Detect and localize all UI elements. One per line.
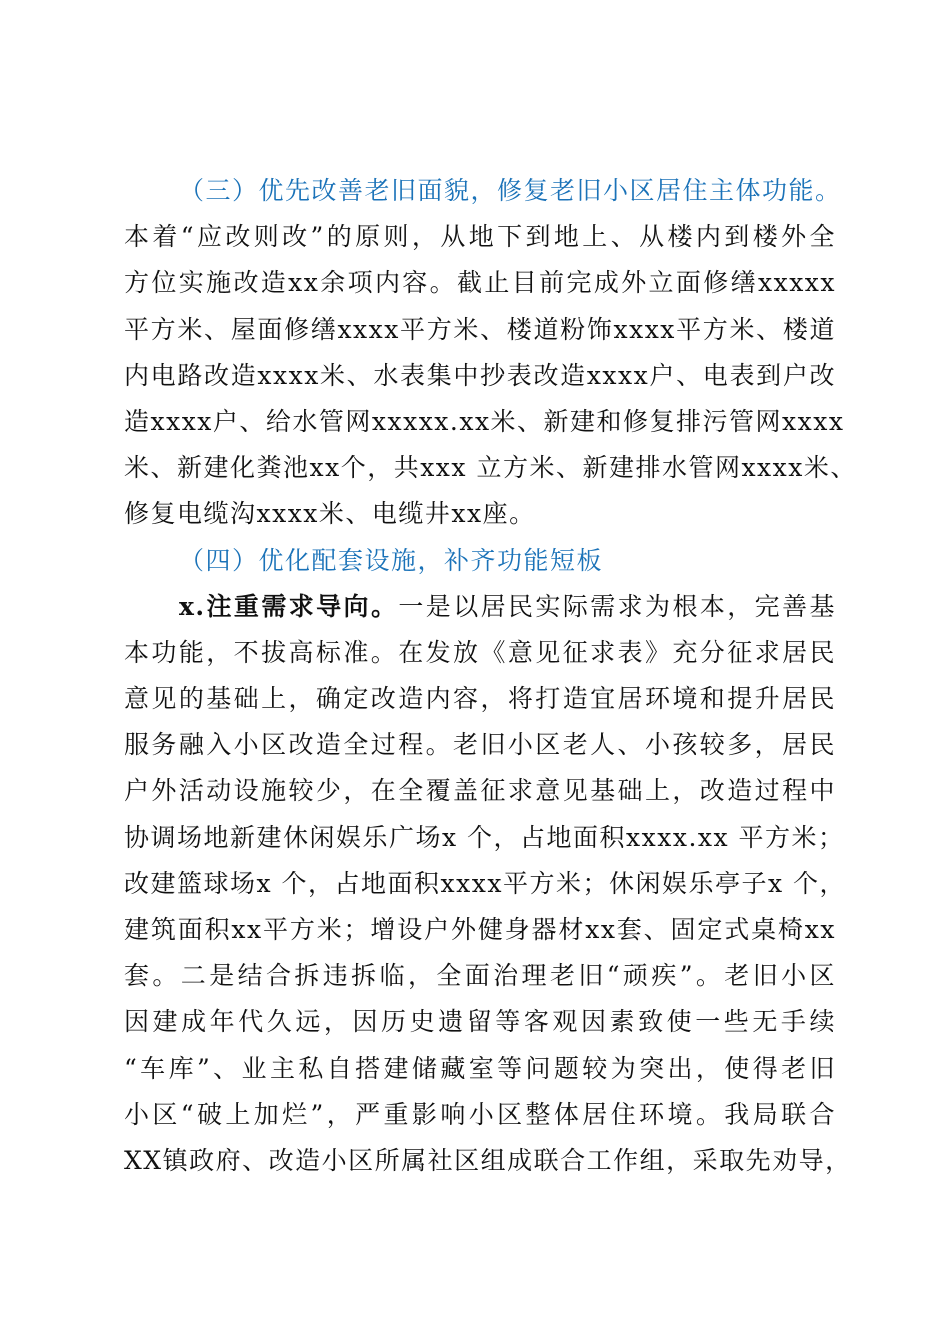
paragraph-line: 建筑面积xx平方米；增设户外健身器材xx套、固定式桌椅xx [124,915,836,944]
paragraph-line: 米、新建化粪池xx个，共xxx 立方米、新建排水管网xxxx米、 [124,453,857,483]
paragraph-line: 协调场地新建休闲娱乐广场x 个，占地面积xxxx.xx 平方米； [124,822,845,852]
paragraph-line: 修复电缆沟xxxx米、电缆井xx座。 [124,499,536,529]
item-title: x.注重需求导向。 [179,591,399,621]
paragraph-line: 小区“破上加烂”，严重影响小区整体居住环境。我局联合 [124,1099,836,1129]
paragraph-line: XX镇政府、改造小区所属社区组成联合工作组，采取先劝导， [124,1145,852,1175]
paragraph-line: 本功能，不拔高标准。在发放《意见征求表》充分征求居民 [124,637,836,667]
item-first-line [124,584,836,630]
paragraph-line: 服务融入小区改造全过程。老旧小区老人、小孩较多，居民 [124,730,836,760]
document-body [124,168,857,1184]
paragraph-line: 造xxxx户、给水管网xxxxx.xx米、新建和修复排污管网xxxx [124,406,845,436]
section-heading-3: （三）优先改善老旧面貌，修复老旧小区居住主体功能。 [179,176,842,205]
paragraph-line: 本着“应改则改”的原则，从地下到地上、从楼内到楼外全 [124,222,836,252]
paragraph-line: 户外活动设施较少，在全覆盖征求意见基础上，改造过程中 [124,776,836,806]
section-heading-4: （四）优化配套设施，补齐功能短板 [179,545,604,575]
paragraph-line: 内电路改造xxxx米、水表集中抄表改造xxxx户、电表到户改 [124,360,836,390]
paragraph-line: 因建成年代久远，因历史遗留等客观因素致使一些无手续 [124,1007,836,1037]
paragraph-line: 改建篮球场x 个，占地面积xxxx平方米；休闲娱乐亭子x 个， [124,868,846,898]
paragraph-line: “车库”、业主私自搭建储藏室等问题较为突出，使得老旧 [124,1053,836,1083]
paragraph-line: 意见的基础上，确定改造内容，将打造宜居环境和提升居民 [124,684,836,714]
item-first-text: 一是以居民实际需求为根本，完善基 [398,591,836,621]
paragraph-line: 方位实施改造xx余项内容。截止目前完成外立面修缮xxxxx [124,268,836,298]
paragraph-line: 套。二是结合拆违拆临，全面治理老旧“顽疾”。老旧小区 [124,961,836,991]
paragraph-line: 平方米、屋面修缮xxxx平方米、楼道粉饰xxxx平方米、楼道 [124,314,836,344]
